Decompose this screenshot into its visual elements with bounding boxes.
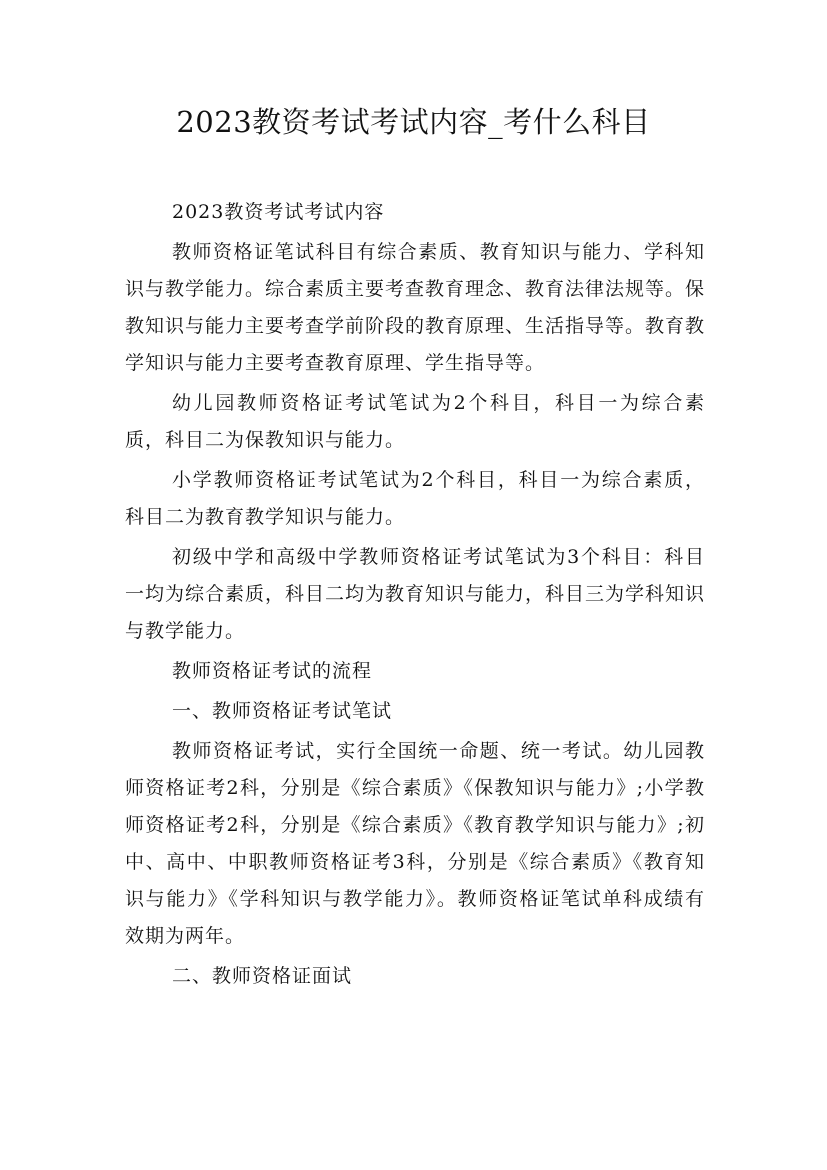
paragraph-middle-high-school: 初级中学和高级中学教师资格证考试笔试为3个科目：科目一均为综合素质，科目二均为教育知识与能力，科目三为学科知识与教学能力。 bbox=[125, 546, 706, 642]
paragraph-heading-interview: 二、教师资格证面试 bbox=[172, 965, 353, 987]
document-title: 2023教资考试考试内容_考什么科目 bbox=[176, 105, 651, 139]
paragraph-primary-school: 小学教师资格证考试笔试为2个科目，科目一为综合素质，科目二为教育教学知识与能力。 bbox=[125, 469, 705, 528]
paragraph-heading-exam-process: 教师资格证考试的流程 bbox=[172, 660, 373, 682]
paragraph-heading-exam-content: 2023教资考试考试内容 bbox=[172, 201, 385, 223]
document-body bbox=[125, 194, 705, 998]
paragraph-heading-written-exam: 一、教师资格证考试笔试 bbox=[172, 700, 393, 722]
paragraph-written-subjects: 教师资格证笔试科目有综合素质、教育知识与能力、学科知识与教学能力。综合素质主要考查教育理念、教育法律法规等。保教知识与能力主要考查学前阶段的教育原理、生活指导等。教育教学知识与能力主要考查教育原理、学生指导等。 bbox=[125, 241, 706, 374]
paragraph-written-exam-details: 教师资格证考试，实行全国统一命题、统一考试。幼儿园教师资格证考2科，分别是《综合素质》《保教知识与能力》;小学教师资格证考2科，分别是《综合素质》《教育教学知识与能力》;初中、高中、中职教师资格证考3科，分别是《综合素质》《教育知识与能力》《学科知识与教学能力》。教师资格证笔试单科成绩有效期为两年。 bbox=[125, 740, 705, 947]
paragraph-kindergarten: 幼儿园教师资格证考试笔试为2个科目，科目一为综合素质，科目二为保教知识与能力。 bbox=[125, 392, 705, 451]
